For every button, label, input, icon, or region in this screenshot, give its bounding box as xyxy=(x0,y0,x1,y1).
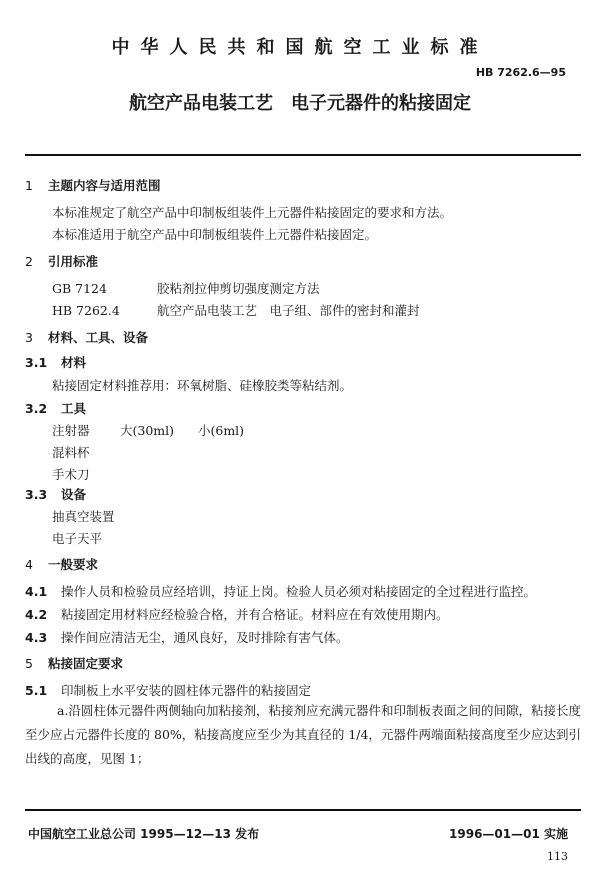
subsection-title: 印制板上水平安装的圆柱体元器件的粘接固定 xyxy=(61,683,312,698)
publisher-line: 中国航空工业总公司 1995—12—13 发布 xyxy=(28,827,260,841)
subsection-number: 3.3 xyxy=(25,487,48,502)
section-title: 粘接固定要求 xyxy=(48,656,124,671)
header-divider xyxy=(25,154,581,156)
section-number: 4 xyxy=(25,557,33,572)
materials-text: 粘接固定材料推荐用：环氧树脂、硅橡胶类等粘结剂。 xyxy=(52,378,353,393)
subsection-3-1-heading xyxy=(25,353,86,371)
section-1-paragraph: 本标准规定了航空产品中印制板组装件上元器件粘接固定的要求和方法。 xyxy=(52,205,453,220)
equipment-item: 抽真空装置 xyxy=(52,509,115,524)
item-text: 操作人员和检验员应经培训，持证上岗。检验人员必须对粘接固定的全过程进行监控。 xyxy=(61,584,537,599)
page-number: 113 xyxy=(547,850,568,863)
section-number: 5 xyxy=(25,656,33,671)
reference-code: GB 7124 xyxy=(52,281,107,296)
equipment-item: 电子天平 xyxy=(52,531,103,546)
item-text: 操作间应清洁无尘，通风良好，及时排除有害气体。 xyxy=(61,630,349,645)
section-2-heading xyxy=(25,252,98,270)
subsection-title: 工具 xyxy=(61,401,87,416)
subsection-3-2-heading xyxy=(25,399,86,417)
subsection-number: 3.1 xyxy=(25,355,48,370)
tool-name: 注射器 xyxy=(52,423,90,438)
subsection-3-3-heading xyxy=(25,485,86,503)
section-title: 材料、工具、设备 xyxy=(48,330,149,345)
paragraph-5-1-a xyxy=(25,699,581,771)
section-title: 引用标准 xyxy=(48,254,99,269)
item-number: 4.3 xyxy=(25,630,48,645)
section-5-heading xyxy=(25,654,123,672)
subsection-title: 设备 xyxy=(61,487,87,502)
section-number: 1 xyxy=(25,178,33,193)
tool-row: 混料杯 xyxy=(52,445,90,460)
effective-date: 1996—01—01 实施 xyxy=(449,827,568,841)
tool-row: 手术刀 xyxy=(52,467,90,482)
reference-title: 胶粘剂拉伸剪切强度测定方法 xyxy=(157,281,320,296)
requirement-item xyxy=(25,628,349,646)
paragraph-text: a.沿圆柱体元器件两侧轴向加粘接剂，粘接剂应充满元器件和印制板表面之间的间隙，粘接长度至少应占元器件长度的 80%，粘接高度应至少为其直径的 1/4，元器件两端面粘接高度至少应达到引出线的高度，见图 1； xyxy=(25,703,581,766)
subsection-number: 5.1 xyxy=(25,683,48,698)
tool-size-large: 大(30ml) xyxy=(120,423,175,438)
reference-row xyxy=(52,279,320,297)
section-1-heading xyxy=(25,176,161,194)
section-3-heading xyxy=(25,328,148,346)
organization-title: 中华人民共和国航空工业标准 xyxy=(111,37,489,58)
requirement-item xyxy=(25,582,536,600)
subsection-title: 材料 xyxy=(61,355,87,370)
subsection-number: 3.2 xyxy=(25,401,48,416)
subsection-5-1-heading xyxy=(25,681,311,699)
item-number: 4.2 xyxy=(25,607,48,622)
item-text: 粘接固定用材料应经检验合格，并有合格证。材料应在有效使用期内。 xyxy=(61,607,449,622)
section-4-heading xyxy=(25,555,98,573)
reference-code: HB 7262.4 xyxy=(52,303,120,318)
section-title: 一般要求 xyxy=(48,557,99,572)
reference-row xyxy=(52,301,420,319)
reference-title: 航空产品电装工艺 电子组、部件的密封和灌封 xyxy=(157,303,420,318)
requirement-item xyxy=(25,605,449,623)
tool-row xyxy=(52,421,244,439)
section-1-paragraph: 本标准适用于航空产品中印制板组装件上元器件粘接固定。 xyxy=(52,227,378,242)
document-title: 航空产品电装工艺 电子元器件的粘接固定 xyxy=(129,93,471,114)
footer-divider xyxy=(25,809,581,811)
tool-size-small: 小(6ml) xyxy=(198,423,245,438)
item-number: 4.1 xyxy=(25,584,48,599)
section-number: 2 xyxy=(25,254,33,269)
section-number: 3 xyxy=(25,330,33,345)
section-title: 主题内容与适用范围 xyxy=(48,178,161,193)
standard-number: HB 7262.6—95 xyxy=(475,66,566,79)
